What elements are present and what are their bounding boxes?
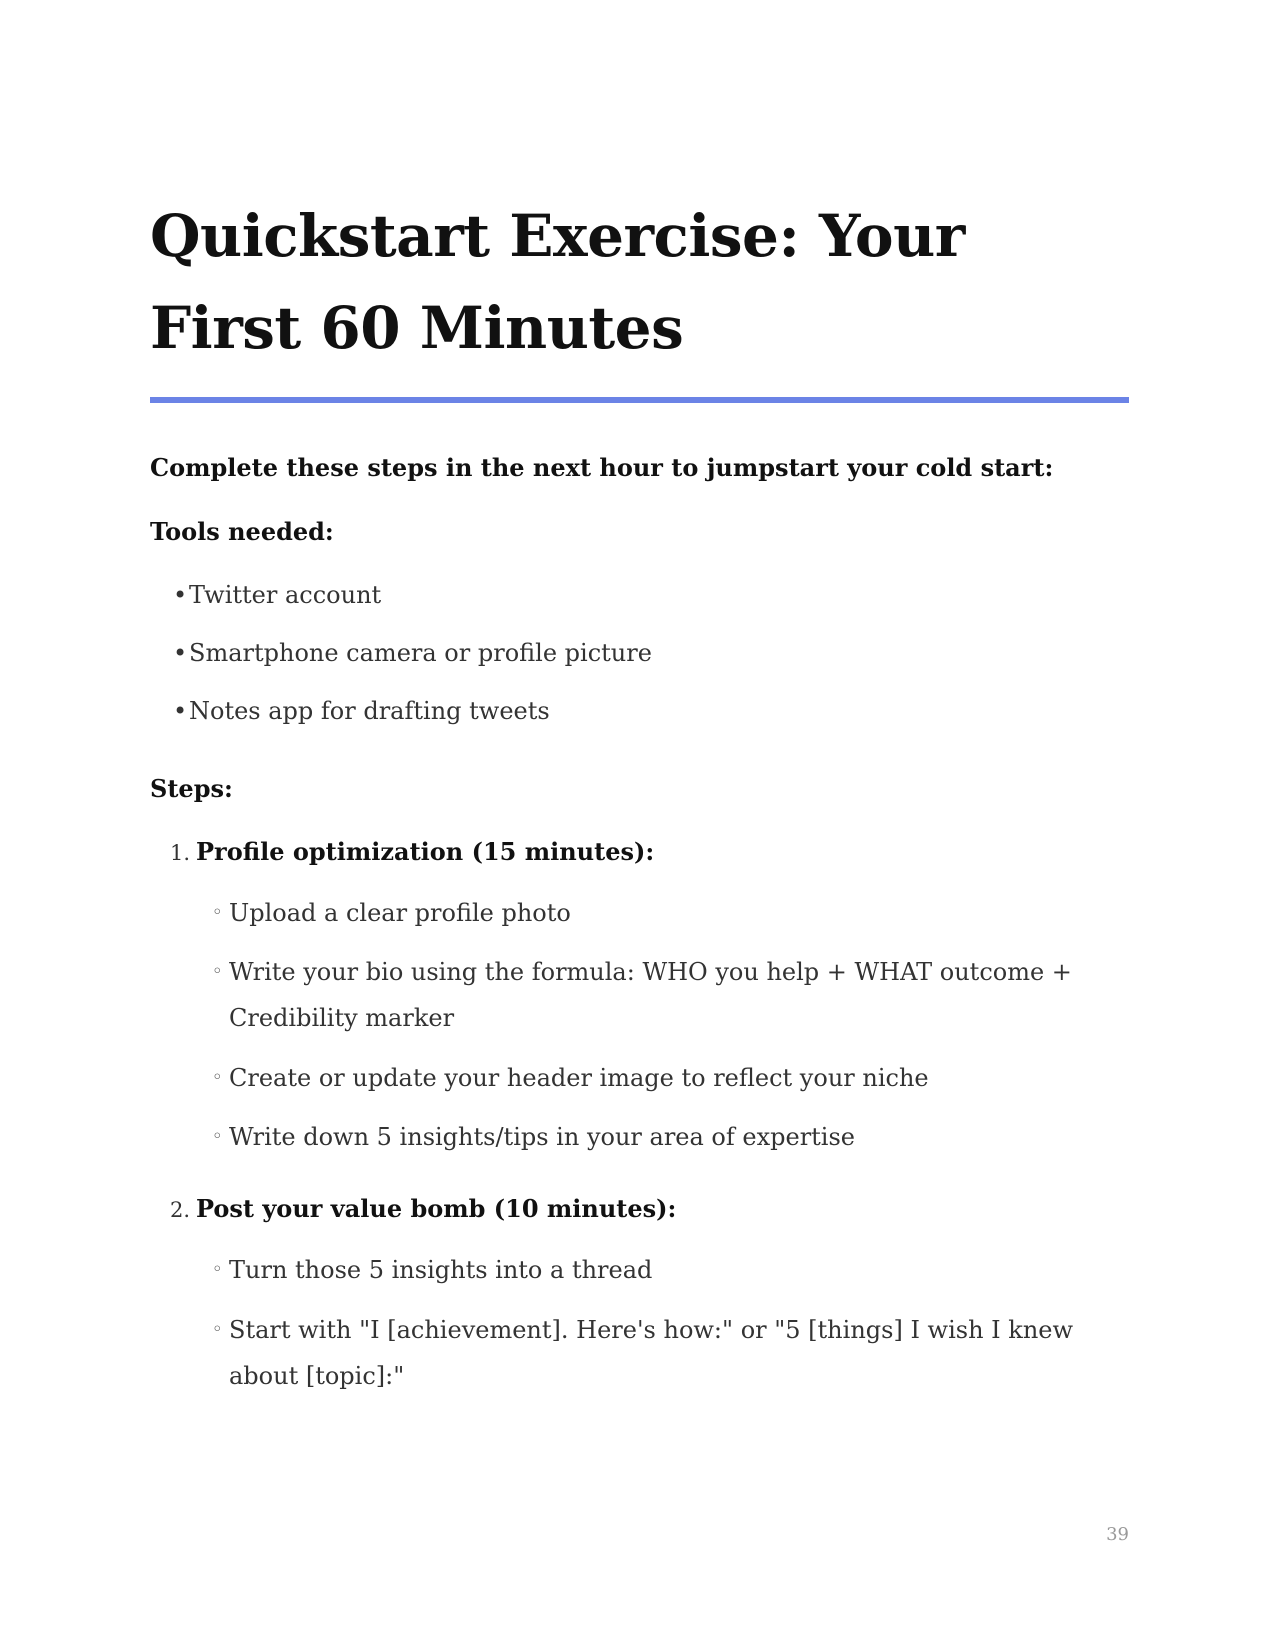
sub-item-text: Turn those 5 insights into a thread xyxy=(229,1256,653,1284)
sub-item-text: Write your bio using the formula: WHO you help + WHAT outcome + Credibility marker xyxy=(229,958,1072,1032)
hollow-bullet-icon: ◦ xyxy=(212,1067,223,1088)
tool-item-label: Notes app for drafting tweets xyxy=(189,697,550,725)
sub-item-text: Upload a clear profile photo xyxy=(229,899,571,927)
bullet-icon: • xyxy=(173,581,188,609)
step-label: Post your value bomb (10 minutes): xyxy=(196,1194,677,1223)
step-number: 1. xyxy=(169,841,190,865)
sub-item-text: Create or update your header image to reflect your niche xyxy=(229,1064,929,1092)
hollow-bullet-icon: ◦ xyxy=(212,902,223,923)
tools-heading: Tools needed: xyxy=(150,517,334,546)
tool-item-label: Smartphone camera or profile picture xyxy=(189,639,652,667)
sub-item-text: Start with "I [achievement]. Here's how:" or "5 [things] I wish I knew about [topic]:" xyxy=(229,1316,1074,1390)
bullet-icon: • xyxy=(173,639,188,667)
intro-text: Complete these steps in the next hour to jumpstart your cold start: xyxy=(150,453,1054,482)
tool-item-label: Twitter account xyxy=(189,581,382,609)
list-item xyxy=(173,579,381,611)
step-heading xyxy=(150,1193,1130,1226)
step-number: 2. xyxy=(169,1198,190,1222)
step-label: Profile optimization (15 minutes): xyxy=(196,837,655,866)
page-title: Quickstart Exercise: Your First 60 Minutes xyxy=(150,202,965,362)
list-item xyxy=(173,637,652,669)
title-divider xyxy=(150,397,1129,403)
list-item xyxy=(173,695,550,727)
list-item xyxy=(212,1247,1132,1293)
hollow-bullet-icon: ◦ xyxy=(212,1319,223,1340)
steps-heading: Steps: xyxy=(150,774,233,803)
list-item xyxy=(212,890,1132,936)
page-number: 39 xyxy=(1106,1524,1129,1545)
hollow-bullet-icon: ◦ xyxy=(212,1259,223,1280)
hollow-bullet-icon: ◦ xyxy=(212,1126,223,1147)
hollow-bullet-icon: ◦ xyxy=(212,961,223,982)
list-item xyxy=(212,1307,1132,1399)
sub-item-text: Write down 5 insights/tips in your area of expertise xyxy=(229,1123,856,1151)
step-heading xyxy=(150,836,1130,869)
bullet-icon: • xyxy=(173,697,188,725)
list-item xyxy=(212,949,1132,1041)
list-item xyxy=(212,1114,1132,1160)
list-item xyxy=(212,1055,1132,1101)
